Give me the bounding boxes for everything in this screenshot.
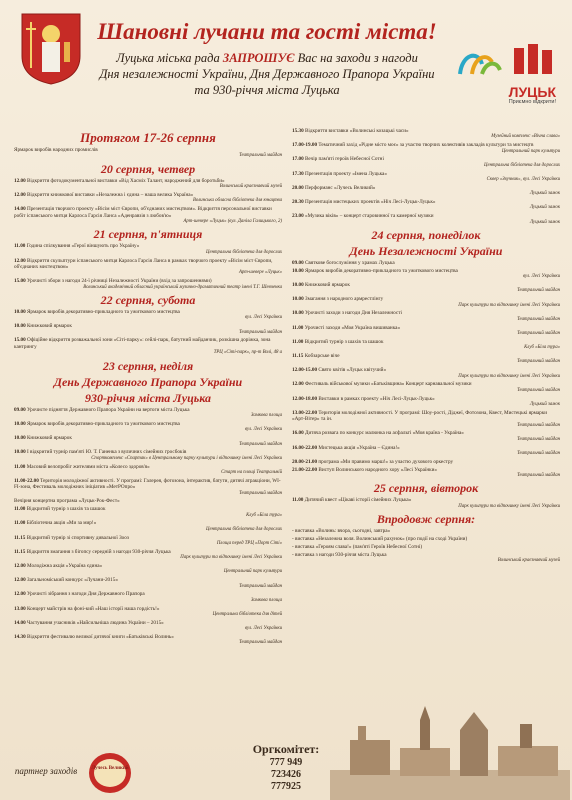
event-place: Театральний майдан bbox=[517, 316, 560, 322]
event-time: 12.00 bbox=[14, 577, 26, 584]
event-item bbox=[292, 213, 560, 226]
event-text: Дитячий квест «Цікаві історії сімейних Луцька» bbox=[304, 497, 412, 504]
event-time: 10.00 bbox=[14, 309, 26, 316]
event-place: вул. Лесі Українки bbox=[244, 315, 282, 321]
event-place: Арт-шевере «Луцьк» (вул. Даніла Галицького, 2) bbox=[183, 219, 282, 225]
event-place: Музейний комплекс «Вічна слава» bbox=[491, 134, 560, 140]
event-time: 14.00 bbox=[14, 206, 26, 213]
program-right-column bbox=[292, 128, 560, 732]
event-time: 11.00 bbox=[14, 520, 26, 527]
event-text: Кобзарське віче bbox=[304, 353, 340, 360]
event-item bbox=[14, 620, 282, 633]
event-text: Виступ Волинського народного хору «Лесі Українки» bbox=[318, 466, 438, 473]
event-text: Урочисті зібрання з нагоди Дня Державного Прапора bbox=[26, 591, 145, 598]
event-place: Луцький замок bbox=[529, 219, 560, 225]
event-place: Театральний майдан bbox=[517, 436, 560, 442]
event-time: 12.00 bbox=[14, 192, 26, 199]
event-time: 12.00 bbox=[14, 257, 26, 264]
event-item bbox=[14, 535, 282, 548]
event-item bbox=[14, 506, 282, 519]
event-text: Ярмарок виробів народних промислів bbox=[14, 147, 98, 153]
event-place: Луцький замок bbox=[529, 191, 560, 197]
event-text: - виставка «Героям слава!» (пам'яті Героїв Небесної Сотні) bbox=[292, 543, 423, 550]
event-item bbox=[292, 552, 560, 565]
event-time: 20.00-21.00 bbox=[292, 458, 318, 465]
event-time: 11.15 bbox=[14, 534, 26, 541]
event-item bbox=[14, 606, 282, 619]
event-text: Ярмарок виробів декоративно-прикладного та ужиткового мистецтва bbox=[304, 267, 458, 274]
event-place: Замкова площа bbox=[250, 597, 282, 603]
event-time: 17.00-19.00 bbox=[292, 142, 318, 149]
event-time: 13.00 bbox=[14, 605, 26, 612]
day-subheading: День Державного Прапора України bbox=[53, 374, 243, 389]
event-time: 17.30 bbox=[292, 170, 304, 177]
event-place: ТРЦ «Сіті-парк», пр-т Волі, 48 а bbox=[213, 350, 282, 356]
event-text: Вечір пам'яті героїв Небесної Сотні bbox=[304, 156, 384, 163]
event-text: - виставка з нагоди 930-річчя міста Луцька bbox=[292, 551, 387, 558]
event-place: вул. Лесі Українки bbox=[522, 274, 560, 280]
event-text: - виставка «Незалежна воля. Волинський рахунок» (про події на сході України) bbox=[292, 536, 468, 543]
org-phone: 777925 bbox=[271, 781, 301, 792]
event-text: Концерт майстрів на фоні-кий «Наш історії наша гордість!» bbox=[26, 605, 160, 612]
event-text: Відкритий турнір з шахів та шашок bbox=[304, 338, 384, 345]
event-text: Відкриття фестивалю великої дитячої книги «Батьківські Волинь» bbox=[26, 633, 174, 640]
invitation-text: Луцька міська рада ЗАПРОШУЄ Вас на заходи з нагоди Дня незалежності України, Дня Державного Прапора України та 930-річчя міста Луцька bbox=[99, 51, 435, 97]
event-item bbox=[292, 459, 560, 465]
event-text: Частування учасників «Найсильніша людина України – 2015» bbox=[26, 619, 164, 626]
event-text: «Музика віків» – концерт старовинної та камерної музики bbox=[304, 213, 434, 220]
event-item bbox=[14, 407, 282, 420]
event-place: Парк культури та відпочинку імені Лесі Українки bbox=[458, 373, 560, 379]
event-place: Старт на площі Театральній bbox=[221, 469, 282, 475]
event-place: Театральний майдан bbox=[517, 288, 560, 294]
event-text: Свято квітів «Луцьк квітучий» bbox=[318, 367, 387, 374]
partner-badge-text: Лучесь Великий bbox=[91, 766, 129, 771]
event-place: Луцький замок bbox=[529, 205, 560, 211]
event-item bbox=[292, 467, 560, 480]
event-time: 11.00 bbox=[292, 497, 304, 504]
event-item bbox=[292, 381, 560, 394]
event-item bbox=[292, 128, 560, 141]
event-time: 10.00 bbox=[14, 449, 26, 456]
event-time: 12.00 bbox=[14, 177, 26, 184]
event-text: Змагання з народного армрестлінгу bbox=[304, 296, 384, 303]
event-text: Молодіжна акція «Україна єдина» bbox=[26, 562, 103, 569]
event-text: Територія молодіжної активності. У програмі: Шоу-рості, Діджеї, Фотозона, Квест, Мистецькі ярмарки «Арт-Вітер» та ін. bbox=[292, 409, 548, 423]
event-text: Ярмарок виробів декоративно-прикладного та ужиткового мистецтва bbox=[26, 309, 180, 316]
event-place: Театральний майдан bbox=[239, 329, 282, 335]
event-text: Презентація творчого проекту «Вісім міст Європи, об'єднаних мистецтвом». Відкриття персональної виставки робіт іспанського митця Карлоса Гарсія Ланса «Аденравзія з любов'ю» bbox=[14, 206, 272, 219]
event-place: Парк культури та відпочинку імені Лесі Українки bbox=[458, 302, 560, 308]
event-item bbox=[14, 449, 282, 462]
event-text: Урочисті заходи з нагоди Дня Незалежності bbox=[304, 310, 402, 317]
day-subheading: 930-річчя міста Луцька bbox=[84, 390, 212, 405]
day-heading: 25 серпня, вівторок bbox=[373, 481, 479, 496]
event-place: Театральний майдан bbox=[517, 387, 560, 393]
day-heading: 20 серпня, четвер bbox=[100, 161, 196, 176]
event-text: Презентація мистецьких проектів «Ніч Лесі-Луцьк-Луцьк» bbox=[304, 199, 436, 206]
event-item bbox=[292, 430, 560, 443]
event-time: 12.00 bbox=[14, 591, 26, 598]
page-title: Шановні лучани та гості міста! bbox=[97, 19, 437, 44]
event-place: Волинський академічний обласний український музично-драматичний театр імені Т.Г. Шевченка bbox=[83, 284, 282, 290]
event-item bbox=[292, 199, 560, 212]
event-time: 11.00-22.00 bbox=[14, 477, 39, 484]
event-item bbox=[292, 185, 560, 198]
event-time: 14.30 bbox=[14, 633, 26, 640]
event-text: Територія молодіжної активності. У програмі: Галерея, фотозона, інтерактив, батути, дитячі атракціони, WI-FI-зона, Фестиваль молодіжних ініціатив «МетРОпро» bbox=[14, 477, 281, 491]
event-text: Відкриття змагання з бігопсу середній з нагоди 930-річчя Луцька bbox=[26, 548, 171, 555]
event-time: 14.00 bbox=[14, 619, 26, 626]
event-time: 12.00-18.00 bbox=[292, 395, 318, 402]
event-item bbox=[14, 549, 282, 562]
event-time: 16.00-22.00 bbox=[292, 444, 318, 451]
event-text: Відкриття фотодокументальної виставки «Від Хасміх Талант, народжений для боротьби» bbox=[26, 177, 225, 184]
event-item bbox=[14, 591, 282, 604]
event-text: Перформанс «Лучесь Великий» bbox=[304, 184, 376, 191]
day-subheading: День Незалежності України bbox=[349, 244, 503, 259]
event-item bbox=[292, 528, 560, 534]
event-item bbox=[14, 192, 282, 205]
event-text: Відкриття книжкової виставки «Незалежна і єдина – наша велика Україна» bbox=[26, 192, 194, 199]
event-place: Центральна бібліотека для дорослих bbox=[206, 526, 282, 532]
event-text: Тематичний захід «Рідне місто моє» за участю творчих колективів закладів культури та мистецтв bbox=[318, 142, 534, 149]
event-text: Урочисті збори з нагоди 24-ї річниці Незалежності України (вхід за запрошеннями) bbox=[26, 278, 212, 285]
header bbox=[86, 18, 448, 98]
event-text: Книжковий ярмарок bbox=[26, 435, 72, 442]
event-item bbox=[14, 147, 282, 160]
event-item bbox=[292, 260, 560, 266]
event-place: Театральний майдан bbox=[517, 422, 560, 428]
coat-of-arms-icon bbox=[20, 12, 82, 86]
event-item bbox=[292, 396, 560, 409]
event-text: Загальноміський конкурс «Лучани-2015» bbox=[26, 577, 118, 584]
event-item bbox=[14, 309, 282, 322]
event-item bbox=[14, 520, 282, 533]
event-place: Волинський краєзнавчий музей bbox=[497, 558, 560, 564]
day-heading: 23 серпня, неділя bbox=[102, 358, 194, 373]
event-place: Театральний майдан bbox=[517, 331, 560, 337]
event-item bbox=[292, 310, 560, 323]
event-text: Виставки в рамках проекту «Ніч Лесі-Луцьк-Луцьк» bbox=[318, 395, 435, 402]
org-title: Оргкомітет: bbox=[252, 742, 320, 756]
event-item bbox=[14, 464, 282, 477]
event-text: І відкритий турнір пам'яті Ю. Т. Ганенка з вуличних сімейних гросбоків bbox=[26, 449, 187, 456]
event-time: 12.00 bbox=[14, 562, 26, 569]
event-time: 10.00 bbox=[292, 267, 304, 274]
city-logo bbox=[452, 40, 556, 105]
event-time: 20.30 bbox=[292, 199, 304, 206]
event-text: Презентація проекту «Імена Луцька» bbox=[304, 170, 387, 177]
program-left-column bbox=[14, 128, 282, 732]
event-time: 10.00 bbox=[292, 310, 304, 317]
event-item bbox=[292, 367, 560, 380]
event-time: 11.15 bbox=[292, 353, 304, 360]
event-text: Бібліотечна акція «Ми за мир!» bbox=[26, 520, 97, 527]
event-place: Волинська обласна бібліотека для юнацтва bbox=[193, 198, 282, 204]
event-item bbox=[14, 278, 282, 291]
event-item bbox=[292, 339, 560, 352]
event-place: Театральний майдан bbox=[517, 359, 560, 365]
event-time: 17.00 bbox=[292, 156, 304, 163]
day-heading: 21 серпня, п'ятниця bbox=[93, 227, 203, 242]
event-place: Театральний майдан bbox=[239, 490, 282, 496]
event-text: Відкриття скульптури іспанського митця Карлоса Гарсія Ланса в рамках творчого проекту «Вісім міст Європи, об'єднаних мистецтвом» bbox=[14, 257, 273, 271]
event-item bbox=[14, 337, 282, 356]
event-text: Масовий велопробіг жителями міста «Колесо здоров'я» bbox=[26, 463, 150, 470]
day-heading: 24 серпня, понеділок bbox=[371, 228, 481, 243]
event-text: Урочисте підняття Державного Прапора України на вертоги міста Луцька bbox=[26, 406, 190, 413]
event-item bbox=[14, 478, 282, 497]
event-time: 16.00 bbox=[292, 430, 304, 437]
event-place: Центральний парк культури bbox=[501, 148, 560, 154]
event-text: Відкритий турнір зі спортивну дивальної Зооз bbox=[26, 534, 129, 541]
partner-badge-icon bbox=[88, 752, 132, 794]
event-time: 12.00-15.00 bbox=[292, 367, 318, 374]
event-place: вул. Лесі Українки bbox=[244, 427, 282, 433]
event-place: Клуб «Біла тура» bbox=[524, 345, 560, 351]
logo-tagline: Приємно відкрити! bbox=[508, 99, 556, 105]
event-time: 15.30 bbox=[292, 128, 304, 134]
event-place: Театральний майдан bbox=[239, 441, 282, 447]
event-time: 21.00-22.00 bbox=[292, 466, 318, 473]
event-item bbox=[292, 544, 560, 550]
event-text: Година спілкування «Герої віншують про Україну» bbox=[26, 243, 140, 250]
event-time: 12.00 bbox=[292, 381, 304, 388]
invite-emphasis: ЗАПРОШУЄ bbox=[222, 51, 295, 65]
event-text: Вечірня концертна програма «Луцьк-Рок-Фест» bbox=[14, 498, 120, 505]
event-time: 10.00 bbox=[292, 282, 304, 289]
event-text: Ярмарок виробів декоративно-прикладного та ужиткового мистецтва bbox=[26, 420, 180, 427]
event-item bbox=[14, 243, 282, 256]
event-place: Центральний парк культури bbox=[223, 569, 282, 575]
event-time: 11.00 bbox=[14, 506, 26, 513]
event-item bbox=[292, 497, 560, 510]
event-place: Театральний майдан bbox=[239, 640, 282, 646]
castle-icon bbox=[452, 40, 556, 80]
event-place: Центральна бібліотека для дорослих bbox=[484, 162, 560, 168]
event-place: Парк культури та відпочинку імені Лесі Українки bbox=[180, 555, 282, 561]
event-text: Урочисті заходи «Моя Україна вишиванка» bbox=[304, 324, 401, 331]
event-place: Луцький замок bbox=[529, 402, 560, 408]
event-text: Відкритий турнір з шахів та шашок bbox=[26, 506, 106, 513]
event-place: Центральна бібліотека для дітей bbox=[212, 611, 282, 617]
day-heading: Впродовж серпня: bbox=[376, 512, 476, 527]
event-place: вул. Лесі Українки bbox=[244, 626, 282, 632]
event-item bbox=[14, 323, 282, 336]
event-item bbox=[292, 268, 560, 281]
event-item bbox=[292, 536, 560, 542]
partner-label: партнер заходів bbox=[14, 766, 78, 776]
program bbox=[14, 128, 560, 732]
event-time: 10.00 bbox=[14, 420, 26, 427]
event-time: 13.00-22.00 bbox=[292, 409, 318, 416]
org-phone: 777 949 bbox=[269, 757, 303, 768]
event-item bbox=[292, 296, 560, 309]
event-place: Клуб «Біла тура» bbox=[246, 512, 282, 518]
event-time: 23.00 bbox=[292, 213, 304, 220]
event-time: 15.00 bbox=[14, 278, 26, 285]
event-item bbox=[14, 258, 282, 277]
event-place: Сквер «Звучник», вул. Лесі Українки bbox=[486, 177, 560, 183]
event-place: Театральний майдан bbox=[239, 153, 282, 159]
event-time: 10.00 bbox=[14, 435, 26, 442]
org-phone: 723426 bbox=[271, 769, 301, 780]
event-time: 11.00 bbox=[14, 243, 26, 250]
event-time: 11.00 bbox=[292, 338, 304, 345]
event-item bbox=[14, 498, 282, 504]
event-text: - виставка «Волинь: вчора, сьогодні, завтра» bbox=[292, 528, 391, 535]
event-item bbox=[292, 142, 560, 155]
event-item bbox=[292, 156, 560, 169]
event-place: Центральна бібліотека для дорослих bbox=[206, 249, 282, 255]
event-time: 11.00 bbox=[292, 324, 304, 331]
event-place: Театральний майдан bbox=[517, 451, 560, 457]
event-item bbox=[14, 178, 282, 191]
event-item bbox=[292, 325, 560, 338]
event-place: Парк культури та відпочинку імені Лесі Українки bbox=[458, 503, 560, 509]
event-text: Книжковий ярмарок bbox=[26, 323, 72, 330]
event-item bbox=[292, 353, 560, 366]
event-text: Фестиваль військової музики «Батьківщина» Концерт карнавальної музики bbox=[304, 381, 472, 388]
event-time: 11.15 bbox=[14, 548, 26, 555]
event-time: 10.00 bbox=[292, 296, 304, 303]
event-time: 10.00 bbox=[14, 323, 26, 330]
event-text: Святкове богослужіння у храмах Луцька bbox=[304, 260, 395, 267]
event-item bbox=[292, 445, 560, 458]
event-time: 11.00 bbox=[14, 463, 26, 470]
day-heading: Протягом 17-26 серпня bbox=[80, 130, 216, 145]
day-heading: 22 серпня, субота bbox=[100, 293, 196, 308]
event-place: Волинський краєзнавчий музей bbox=[219, 184, 282, 190]
event-item bbox=[14, 206, 282, 225]
event-text: Книжковий ярмарок bbox=[304, 282, 350, 289]
event-item bbox=[14, 563, 282, 576]
event-text: Дитяча розвага по конкурс малюнка на асфальті «Моя країна - Україна» bbox=[304, 430, 464, 437]
city-skyline-illustration bbox=[330, 690, 570, 800]
event-item bbox=[292, 171, 560, 184]
event-item bbox=[292, 282, 560, 295]
event-item bbox=[14, 634, 282, 647]
event-place: Площа перед ТРЦ «Порт Сіті» bbox=[216, 540, 282, 546]
event-time: 09.00 bbox=[292, 260, 304, 267]
event-place: Театральний майдан bbox=[517, 473, 560, 479]
event-item bbox=[14, 577, 282, 590]
event-time: 15.00 bbox=[14, 337, 26, 344]
event-place: Театральний майдан bbox=[239, 583, 282, 589]
event-time: 09.00 bbox=[14, 406, 26, 413]
organizing-committee bbox=[236, 742, 336, 793]
event-place: Спорткомплекс «Спартак» в Центральному парку культури і відпочинку імені Лесі Українки bbox=[91, 455, 282, 461]
event-text: Мистецька акція «Україна – Єдина!» bbox=[318, 444, 400, 451]
event-time: 20.00 bbox=[292, 184, 304, 191]
logo-text: ЛУЦЬК bbox=[508, 84, 556, 100]
event-text: Офіційне відкриття розважальної зони «Сіті-парку»: сейлі-парк, батутний майданчик, розкішна доріжка, зона кантрингу bbox=[14, 337, 271, 350]
event-place: Арт-шевере «Луцьк» bbox=[238, 270, 282, 276]
event-item bbox=[14, 435, 282, 448]
event-item bbox=[292, 410, 560, 429]
event-text: програма «Ми правимо марш!» за участю духового оркестру bbox=[318, 458, 454, 465]
event-place: Замкова площа bbox=[250, 413, 282, 419]
event-item bbox=[14, 421, 282, 434]
event-text: Відкриття виставки «Волинські козацькі часи» bbox=[304, 128, 409, 134]
